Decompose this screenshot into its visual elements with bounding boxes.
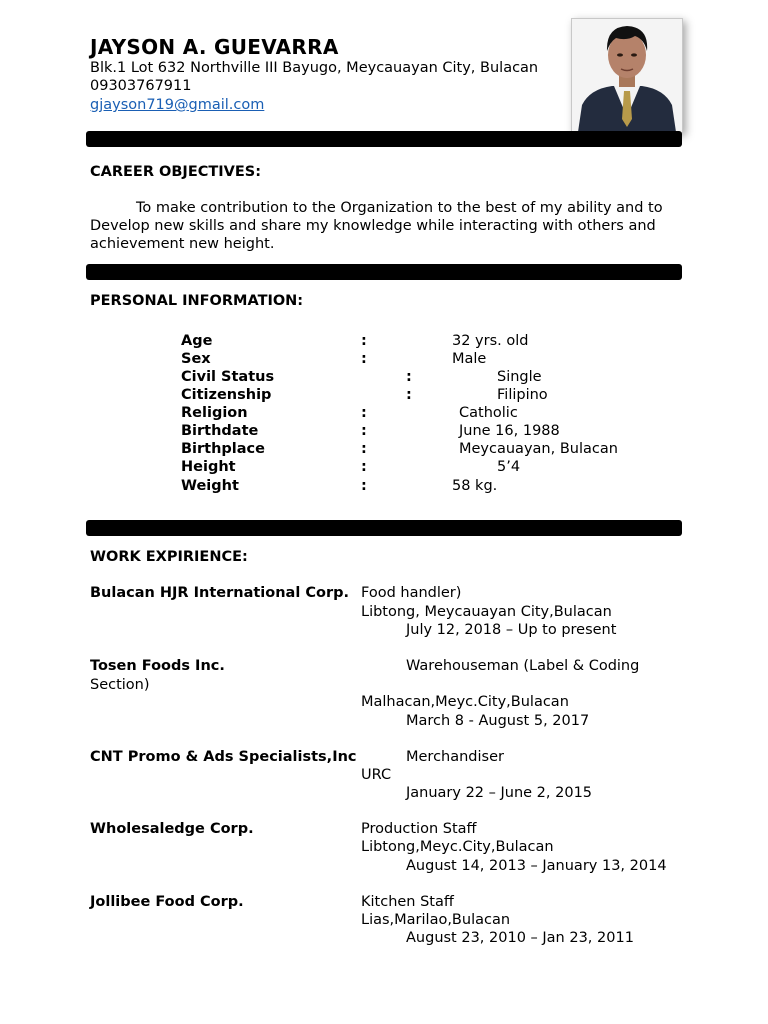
info-colon: : [361, 333, 367, 349]
job-company: Tosen Foods Inc. [90, 658, 225, 674]
job-position-continued: Section) [90, 677, 150, 693]
info-value: Single [497, 369, 542, 385]
email-link[interactable]: gjayson719@gmail.com [90, 97, 265, 113]
info-label: Age [181, 333, 213, 349]
info-value: 32 yrs. old [452, 333, 529, 349]
info-label: Citizenship [181, 387, 272, 403]
career-objectives-heading: CAREER OBJECTIVES: [90, 164, 262, 180]
info-label: Height [181, 459, 236, 475]
info-label: Sex [181, 351, 211, 367]
work-experience-heading: WORK EXPIRIENCE: [90, 549, 248, 565]
job-location: URC [361, 767, 392, 783]
info-colon: : [361, 459, 367, 475]
personal-information-heading: PERSONAL INFORMATION: [90, 293, 304, 309]
job-position: Food handler) [361, 585, 462, 601]
job-position: Kitchen Staff [361, 894, 454, 910]
job-location: Libtong,Meyc.City,Bulacan [361, 839, 554, 855]
job-company: CNT Promo & Ads Specialists,Inc [90, 749, 357, 765]
info-value: June 16, 1988 [459, 423, 560, 439]
job-location: Libtong, Meycauayan City,Bulacan [361, 604, 612, 620]
info-value: Filipino [497, 387, 548, 403]
job-position: Merchandiser [406, 749, 504, 765]
info-label: Birthdate [181, 423, 259, 439]
info-colon: : [361, 423, 367, 439]
info-label: Weight [181, 478, 239, 494]
job-position: Warehouseman (Label & Coding [406, 658, 640, 674]
job-dates: January 22 – June 2, 2015 [406, 785, 593, 801]
applicant-name: JAYSON A. GUEVARRA [90, 35, 339, 59]
person-portrait-icon [572, 19, 682, 132]
info-value: Catholic [459, 405, 518, 421]
job-company: Bulacan HJR International Corp. [90, 585, 349, 601]
info-colon: : [361, 405, 367, 421]
job-company: Wholesaledge Corp. [90, 821, 254, 837]
section-divider [86, 131, 682, 147]
section-divider [86, 264, 682, 280]
info-value: 58 kg. [452, 478, 498, 494]
info-label: Birthplace [181, 441, 265, 457]
profile-photo [571, 18, 683, 133]
info-value: 5’4 [497, 459, 521, 475]
info-label: Civil Status [181, 369, 275, 385]
job-dates: August 14, 2013 – January 13, 2014 [406, 858, 667, 874]
info-colon: : [361, 478, 367, 494]
job-dates: July 12, 2018 – Up to present [406, 622, 617, 638]
career-objectives-text: To make contribution to the Organization to the best of my ability and to Develop new skills and share my knowledge while interacting with others and achievement new height. [90, 200, 663, 252]
section-divider [86, 520, 682, 536]
info-colon: : [361, 441, 367, 457]
info-label: Religion [181, 405, 248, 421]
job-location: Lias,Marilao,Bulacan [361, 912, 511, 928]
info-colon: : [361, 351, 367, 367]
job-position: Production Staff [361, 821, 477, 837]
job-dates: March 8 - August 5, 2017 [406, 713, 590, 729]
address: Blk.1 Lot 632 Northville III Bayugo, Meycauayan City, Bulacan [90, 60, 539, 76]
job-location: Malhacan,Meyc.City,Bulacan [361, 694, 569, 710]
info-value: Male [452, 351, 487, 367]
job-company: Jollibee Food Corp. [90, 894, 244, 910]
phone-number: 09303767911 [90, 78, 192, 94]
job-dates: August 23, 2010 – Jan 23, 2011 [406, 930, 634, 946]
info-colon: : [406, 369, 412, 385]
info-value: Meycauayan, Bulacan [459, 441, 618, 457]
info-colon: : [406, 387, 412, 403]
